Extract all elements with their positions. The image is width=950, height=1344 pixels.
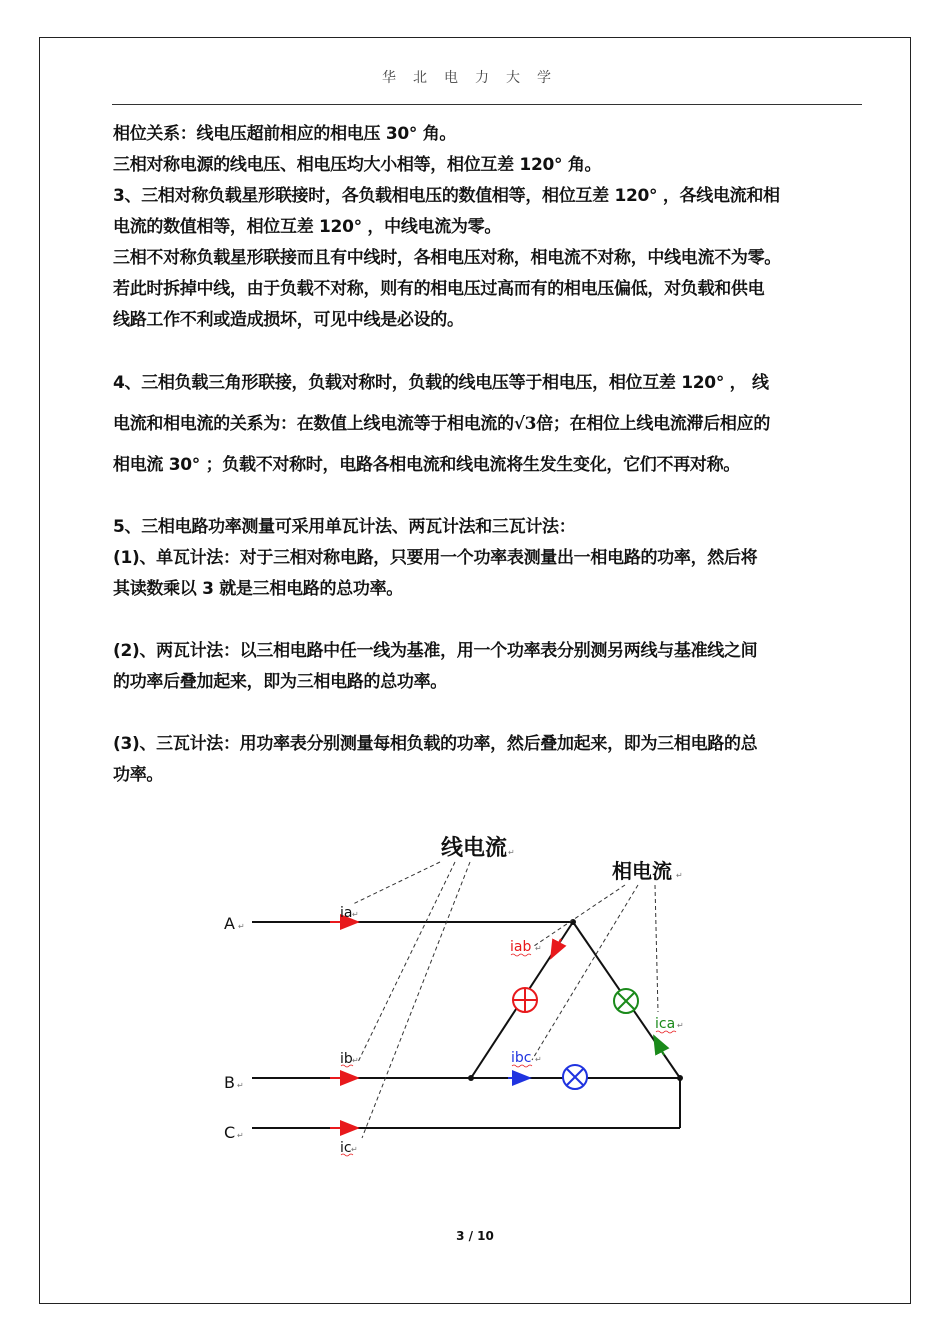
line-label-b: B xyxy=(224,1073,235,1092)
text-line: (3)、三瓦计法：用功率表分别测量每相负载的功率，然后叠加起来，即为三相电路的总 xyxy=(113,734,758,754)
mark-ib: ↵ xyxy=(352,1056,359,1065)
mark-ia: ↵ xyxy=(352,910,359,919)
current-label-ic: ic xyxy=(340,1140,352,1156)
mark-iab: ↵ xyxy=(535,944,542,953)
text-line: 线路工作不利或造成损坏，可见中线是必设的。 xyxy=(113,310,464,330)
mark-b: ↵ xyxy=(237,1081,244,1090)
label-line-current-mark: ↵ xyxy=(508,848,515,857)
text-line: 三相不对称负载星形联接而且有中线时，各相电压对称，相电流不对称，中线电流不为零。 xyxy=(113,248,781,268)
mark-a: ↵ xyxy=(238,922,245,931)
arrow-iab xyxy=(551,939,561,958)
label-phase-current-mark: ↵ xyxy=(676,871,683,880)
text-line: 电流的数值相等，相位互差 120° ，中线电流为零。 xyxy=(113,217,502,237)
current-label-iab: iab xyxy=(510,939,532,955)
leader-lines xyxy=(353,862,658,1138)
current-label-ia: ia xyxy=(340,905,353,921)
return-marks xyxy=(237,910,684,1154)
wattmeter-ca-icon xyxy=(614,989,638,1013)
node-c xyxy=(677,1075,683,1081)
label-line-current: 线电流 xyxy=(441,836,508,861)
page-number: 3 / 10 xyxy=(456,1229,494,1243)
current-label-ica: ica xyxy=(655,1016,676,1032)
line-label-a: A xyxy=(224,914,235,933)
text-line: 4、三相负载三角形联接，负载对称时，负载的线电压等于相电压，相位互差 120° ， 线 xyxy=(113,373,769,393)
current-label-ib: ib xyxy=(340,1051,353,1067)
text-line: 的功率后叠加起来，即为三相电路的总功率。 xyxy=(113,672,447,692)
text-segment: 倍；在相位上线电流滞后相应的 xyxy=(536,414,771,434)
wattmeter-ab-icon xyxy=(513,988,537,1012)
text-line: (2)、两瓦计法：以三相电路中任一线为基准，用一个功率表分别测另两线与基准线之间 xyxy=(113,641,758,661)
text-line: 功率。 xyxy=(113,765,164,785)
text-segment: 电流和相电流的关系为：在数值上线电流等于相电流的 xyxy=(113,414,514,434)
text-line: 5、三相电路功率测量可采用单瓦计法、两瓦计法和三瓦计法： xyxy=(113,517,576,537)
node-a xyxy=(570,919,576,925)
mark-c: ↵ xyxy=(237,1131,244,1140)
sqrt-symbol: √3 xyxy=(513,414,537,434)
text-line: 3、三相对称负载星形联接时，各负载相电压的数值相等，相位互差 120° ，各线电流和相 xyxy=(113,186,780,206)
wattmeter-bc-icon xyxy=(563,1065,587,1089)
mark-ica: ↵ xyxy=(677,1021,684,1030)
mark-ibc: ↵ xyxy=(535,1055,542,1064)
current-label-ibc: ibc xyxy=(511,1050,532,1066)
text-line: 其读数乘以 3 就是三相电路的总功率。 xyxy=(113,579,403,599)
header-title: 华北电力大学 xyxy=(382,70,568,86)
arrow-ica xyxy=(654,1036,664,1055)
spellcheck-squiggles xyxy=(341,919,676,1156)
node-b xyxy=(468,1075,474,1081)
text-line: 三相对称电源的线电压、相电压均大小相等，相位互差 120° 角。 xyxy=(113,155,602,175)
line-label-c: C xyxy=(224,1123,236,1142)
label-phase-current: 相电流 xyxy=(612,859,672,883)
text-line: 相位关系：线电压超前相应的相电压 30° 角。 xyxy=(113,124,457,144)
text-line: 若此时拆掉中线，由于负载不对称，则有的相电压过高而有的相电压偏低，对负载和供电 xyxy=(113,279,765,299)
mark-ic: ↵ xyxy=(351,1145,358,1154)
text-line: (1)、单瓦计法：对于三相对称电路，只要用一个功率表测量出一相电路的功率，然后将 xyxy=(113,548,758,568)
text-line: 相电流 30° ；负载不对称时，电路各相电流和线电流将生发生变化，它们不再对称。 xyxy=(113,455,740,475)
